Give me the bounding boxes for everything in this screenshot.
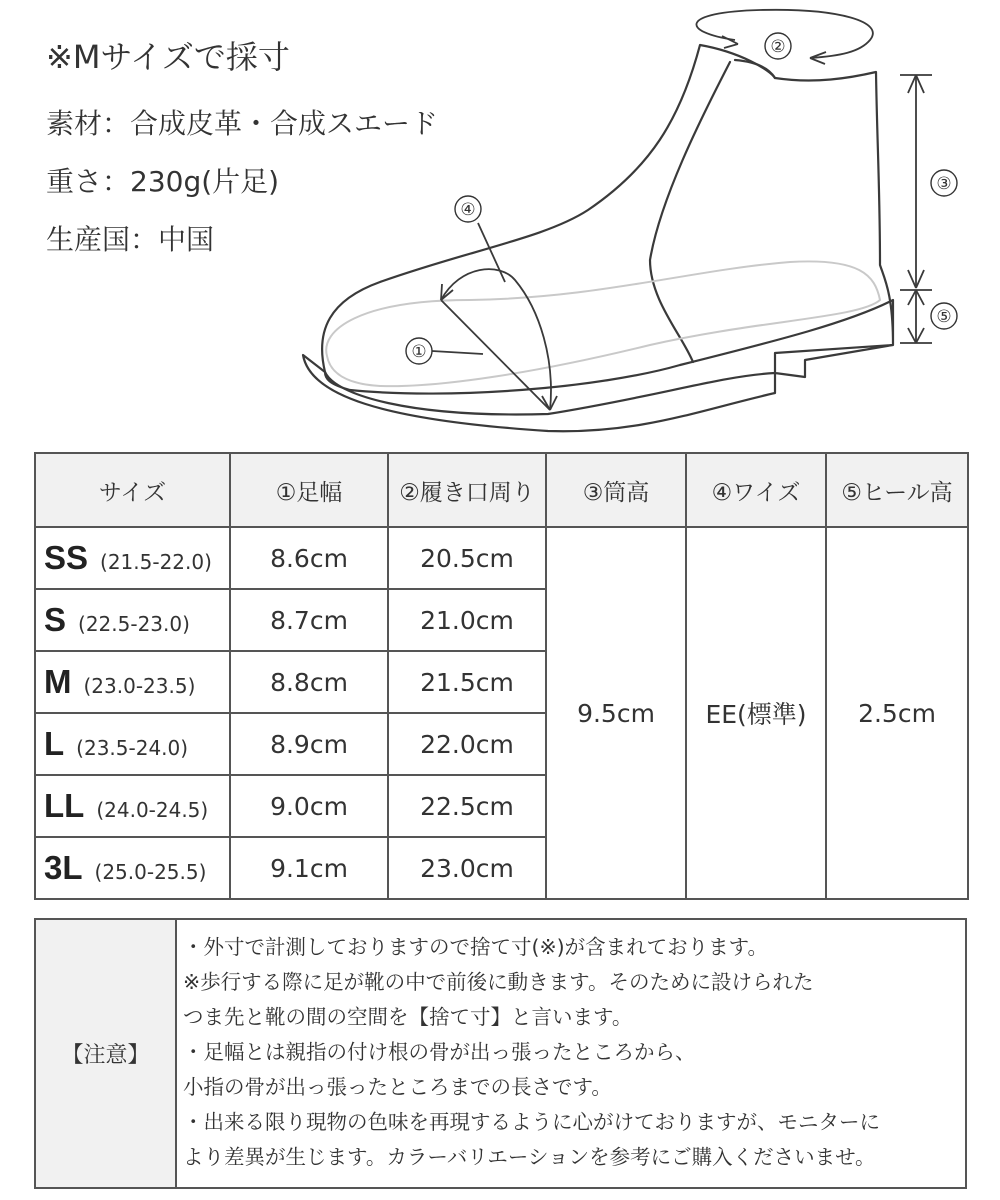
size-cell <box>35 775 230 837</box>
size-name: S <box>44 601 67 638</box>
header-wise: ④ワイズ <box>686 453 826 527</box>
foot-width-cell: 8.8cm <box>230 651 388 713</box>
marker-1-label: ① <box>411 342 427 362</box>
opening-cell: 22.0cm <box>388 713 546 775</box>
outsole-outline <box>303 355 775 431</box>
opening-cell: 20.5cm <box>388 527 546 589</box>
table-header-row <box>35 453 968 527</box>
origin-text: 生産国：中国 <box>46 223 215 256</box>
table-row <box>35 527 968 589</box>
size-name: 3L <box>44 849 83 886</box>
shaft-height-value: 9.5cm <box>546 527 686 899</box>
note-body <box>176 919 966 1188</box>
size-cell <box>35 651 230 713</box>
note-line: つま先と靴の間の空間を【捨て寸】と言います。 <box>183 1005 633 1029</box>
header-opening: ②履き口周り <box>388 453 546 527</box>
note-heading: 【注意】 <box>35 919 176 1188</box>
size-cell <box>35 527 230 589</box>
header-size: サイズ <box>35 453 230 527</box>
size-cell <box>35 713 230 775</box>
marker-5-label: ⑤ <box>936 307 952 327</box>
note-line: ・足幅とは親指の付け根の骨が出っ張ったところから、 <box>183 1040 696 1064</box>
size-range: (24.0-24.5) <box>96 798 209 822</box>
opening-cell: 21.5cm <box>388 651 546 713</box>
size-range: (25.0-25.5) <box>94 860 207 884</box>
header-shaft-height: ③筒高 <box>546 453 686 527</box>
size-range: (23.0-23.5) <box>83 674 196 698</box>
foot-width-cell: 9.1cm <box>230 837 388 899</box>
note-line: ・出来る限り現物の色味を再現するように心がけておりますが、モニターに <box>183 1110 880 1134</box>
header-heel-height: ⑤ヒール高 <box>826 453 968 527</box>
opening-cell: 23.0cm <box>388 837 546 899</box>
measure-note: ※Mサイズで採寸 <box>46 38 290 76</box>
shaft-height-marker <box>900 75 932 288</box>
insole-outline <box>326 261 880 386</box>
size-name: SS <box>44 539 89 576</box>
boot-diagram <box>0 0 1000 450</box>
foot-width-cell: 8.6cm <box>230 527 388 589</box>
marker-2-label: ② <box>770 37 786 57</box>
size-name: L <box>44 725 65 762</box>
heel-height-marker <box>900 290 932 343</box>
foot-width-cell: 9.0cm <box>230 775 388 837</box>
header-foot-width: ①足幅 <box>230 453 388 527</box>
size-range: (23.5-24.0) <box>76 736 189 760</box>
size-name: M <box>44 663 72 700</box>
wise-value: EE(標準) <box>686 527 826 899</box>
note-table <box>34 918 967 1189</box>
size-range: (21.5-22.0) <box>100 550 212 574</box>
size-table <box>34 452 969 900</box>
size-cell <box>35 837 230 899</box>
boot-upper-outline <box>322 45 893 394</box>
size-name: LL <box>44 787 85 824</box>
heel-height-value: 2.5cm <box>826 527 968 899</box>
weight-text: 重さ：230g(片足) <box>46 165 280 198</box>
marker-3-label: ③ <box>936 174 952 194</box>
note-line: ※歩行する際に足が靴の中で前後に動きます。そのために設けられた <box>183 970 814 994</box>
note-row <box>35 919 966 1188</box>
note-line: 小指の骨が出っ張ったところまでの長さです。 <box>183 1075 612 1099</box>
foot-width-cell: 8.7cm <box>230 589 388 651</box>
opening-cell: 21.0cm <box>388 589 546 651</box>
opening-cell: 22.5cm <box>388 775 546 837</box>
size-cell <box>35 589 230 651</box>
side-gore-line <box>650 62 730 362</box>
collar-line <box>735 60 775 78</box>
note-line: ・外寸で計測しておりますので捨て寸(※)が含まれております。 <box>183 935 769 959</box>
note-line: より差異が生じます。カラーバリエーションを参考にご購入くださいませ。 <box>183 1145 876 1169</box>
marker-4-label: ④ <box>460 200 476 220</box>
foot-width-cell: 8.9cm <box>230 713 388 775</box>
size-range: (22.5-23.0) <box>78 612 190 636</box>
material-text: 素材：合成皮革・合成スエード <box>46 107 439 140</box>
